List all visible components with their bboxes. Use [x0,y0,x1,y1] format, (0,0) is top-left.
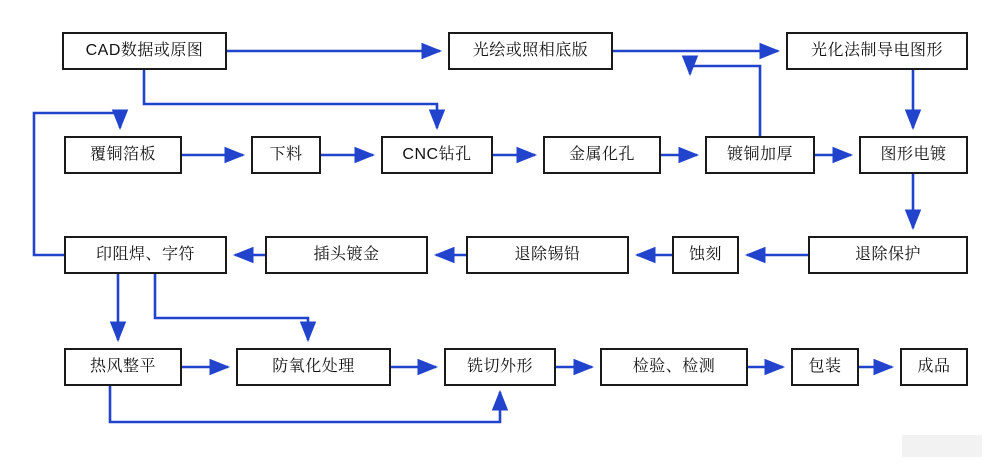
node-etching[interactable] [672,236,739,274]
node-label: 镀铜加厚 [726,146,793,163]
node-anti-oxidation[interactable] [236,348,391,386]
node-pattern-plating[interactable] [859,136,968,174]
node-label: 包装 [808,358,842,375]
node-label: 光绘或照相底版 [472,42,589,59]
node-label: 检验、检测 [632,358,716,375]
node-cutting[interactable] [251,136,321,174]
node-finished-product[interactable] [900,348,968,386]
node-label: CAD数据或原图 [85,42,204,59]
node-hot-air-leveling[interactable] [64,348,182,386]
node-gold-plating-connector[interactable] [265,236,428,274]
node-label: 插头镀金 [313,246,380,263]
arrow-soldermask-to-osp [155,274,308,340]
arrow-cad-to-cnc [144,70,437,128]
node-label: 防氧化处理 [272,358,355,375]
node-label: 下料 [269,146,303,163]
arrow-copperthicken-to-photoplot [690,66,760,136]
node-strip-tin-lead[interactable] [466,236,629,274]
node-copper-clad-laminate[interactable] [64,136,182,174]
node-packaging[interactable] [791,348,859,386]
node-label: 成品 [917,358,951,375]
node-photoplotting[interactable] [448,32,613,70]
node-label: 退除保护 [854,246,921,263]
node-routing-profile[interactable] [444,348,556,386]
node-label: 热风整平 [89,358,156,375]
node-plated-through-hole[interactable] [543,136,661,174]
node-label: 覆铜箔板 [89,146,156,163]
node-label: 光化法制导电图形 [810,42,943,59]
node-strip-resist[interactable] [808,236,968,274]
node-cnc-drilling[interactable] [381,136,493,174]
node-copper-thickening[interactable] [705,136,815,174]
node-solder-mask-legend[interactable] [64,236,227,274]
node-cad-data[interactable] [62,32,227,70]
node-label: 金属化孔 [568,146,635,163]
arrow-hasl-to-rout [110,386,500,422]
node-label: CNC钻孔 [402,146,472,163]
node-inspection-testing[interactable] [600,348,748,386]
node-label: 图形电镀 [880,146,947,163]
watermark-placeholder [902,435,982,457]
arrow-soldermask-to-laminate [34,113,120,255]
node-label: 退除锡铅 [514,246,581,263]
node-photochemical-pattern[interactable] [786,32,968,70]
node-label: 铣切外形 [466,358,533,375]
node-label: 印阻焊、字符 [95,246,195,263]
node-label: 蚀刻 [688,246,722,263]
